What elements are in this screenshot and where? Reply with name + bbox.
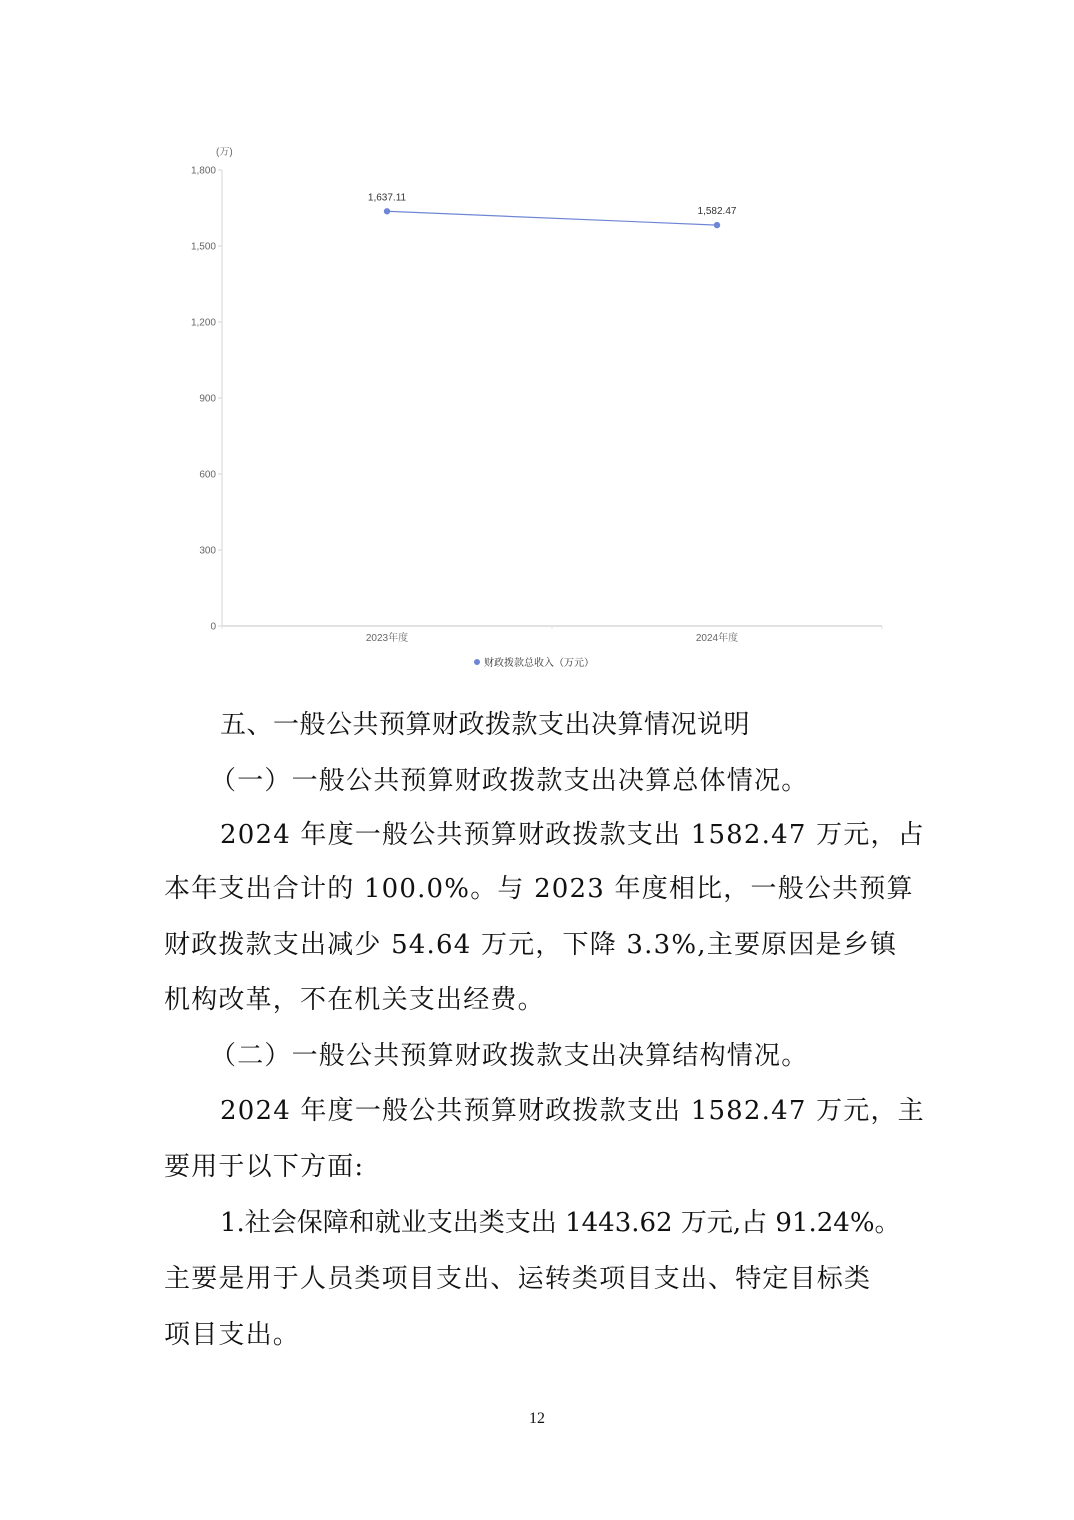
- page-number: 12: [529, 1410, 545, 1427]
- paragraph-line: 财政拨款支出减少 54.64 万元，下降 3.3%,主要原因是乡镇: [164, 930, 898, 960]
- y-tick-label: 600: [199, 469, 216, 481]
- y-axis-unit-label: (万): [216, 147, 233, 158]
- paragraph-line: 项目支出。: [164, 1320, 301, 1350]
- y-tick-label: 1,800: [190, 165, 216, 177]
- x-tick-label: 2024年度: [695, 633, 739, 644]
- y-tick-label: 300: [199, 545, 216, 557]
- paragraph-line: 主要是用于人员类项目支出、运转类项目支出、特定目标类: [164, 1264, 872, 1294]
- paragraph-line: 机构改革，不在机关支出经费。: [164, 985, 545, 1015]
- x-tick-label: 2023年度: [365, 633, 409, 644]
- subsection-title: （一）一般公共预算财政拨款支出决算总体情况。: [210, 766, 809, 796]
- y-tick-label: 1,200: [190, 317, 216, 329]
- data-label: 1,582.47: [697, 206, 737, 218]
- legend-label: 财政拨款总收入（万元）: [484, 658, 594, 669]
- data-point[interactable]: [714, 222, 720, 228]
- series-group: [368, 192, 737, 228]
- paragraph-line: 本年支出合计的 100.0%。与 2023 年度相比，一般公共预算: [164, 874, 914, 904]
- y-tick-label: 1,500: [190, 241, 216, 253]
- y-tick-label: 900: [199, 393, 216, 405]
- data-point[interactable]: [384, 208, 390, 214]
- paragraph-line: 2024 年度一般公共预算财政拨款支出 1582.47 万元，主: [220, 1096, 925, 1126]
- x-axis: [222, 626, 882, 644]
- subsection-title: （二）一般公共预算财政拨款支出决算结构情况。: [210, 1041, 809, 1071]
- paragraph-line: 1.社会保障和就业支出类支出 1443.62 万元,占 91.24%。: [220, 1208, 901, 1238]
- series-line: [387, 211, 717, 225]
- paragraph-line: 要用于以下方面:: [164, 1152, 365, 1182]
- y-axis: [191, 166, 222, 633]
- line-chart: [0, 0, 1074, 680]
- y-tick-label: 0: [210, 621, 216, 633]
- paragraph-line: 2024 年度一般公共预算财政拨款支出 1582.47 万元，占: [220, 820, 925, 850]
- legend[interactable]: [474, 656, 594, 669]
- data-label: 1,637.11: [367, 192, 407, 204]
- section-heading: 五、一般公共预算财政拨款支出决算情况说明: [220, 710, 751, 740]
- legend-marker: [474, 659, 480, 665]
